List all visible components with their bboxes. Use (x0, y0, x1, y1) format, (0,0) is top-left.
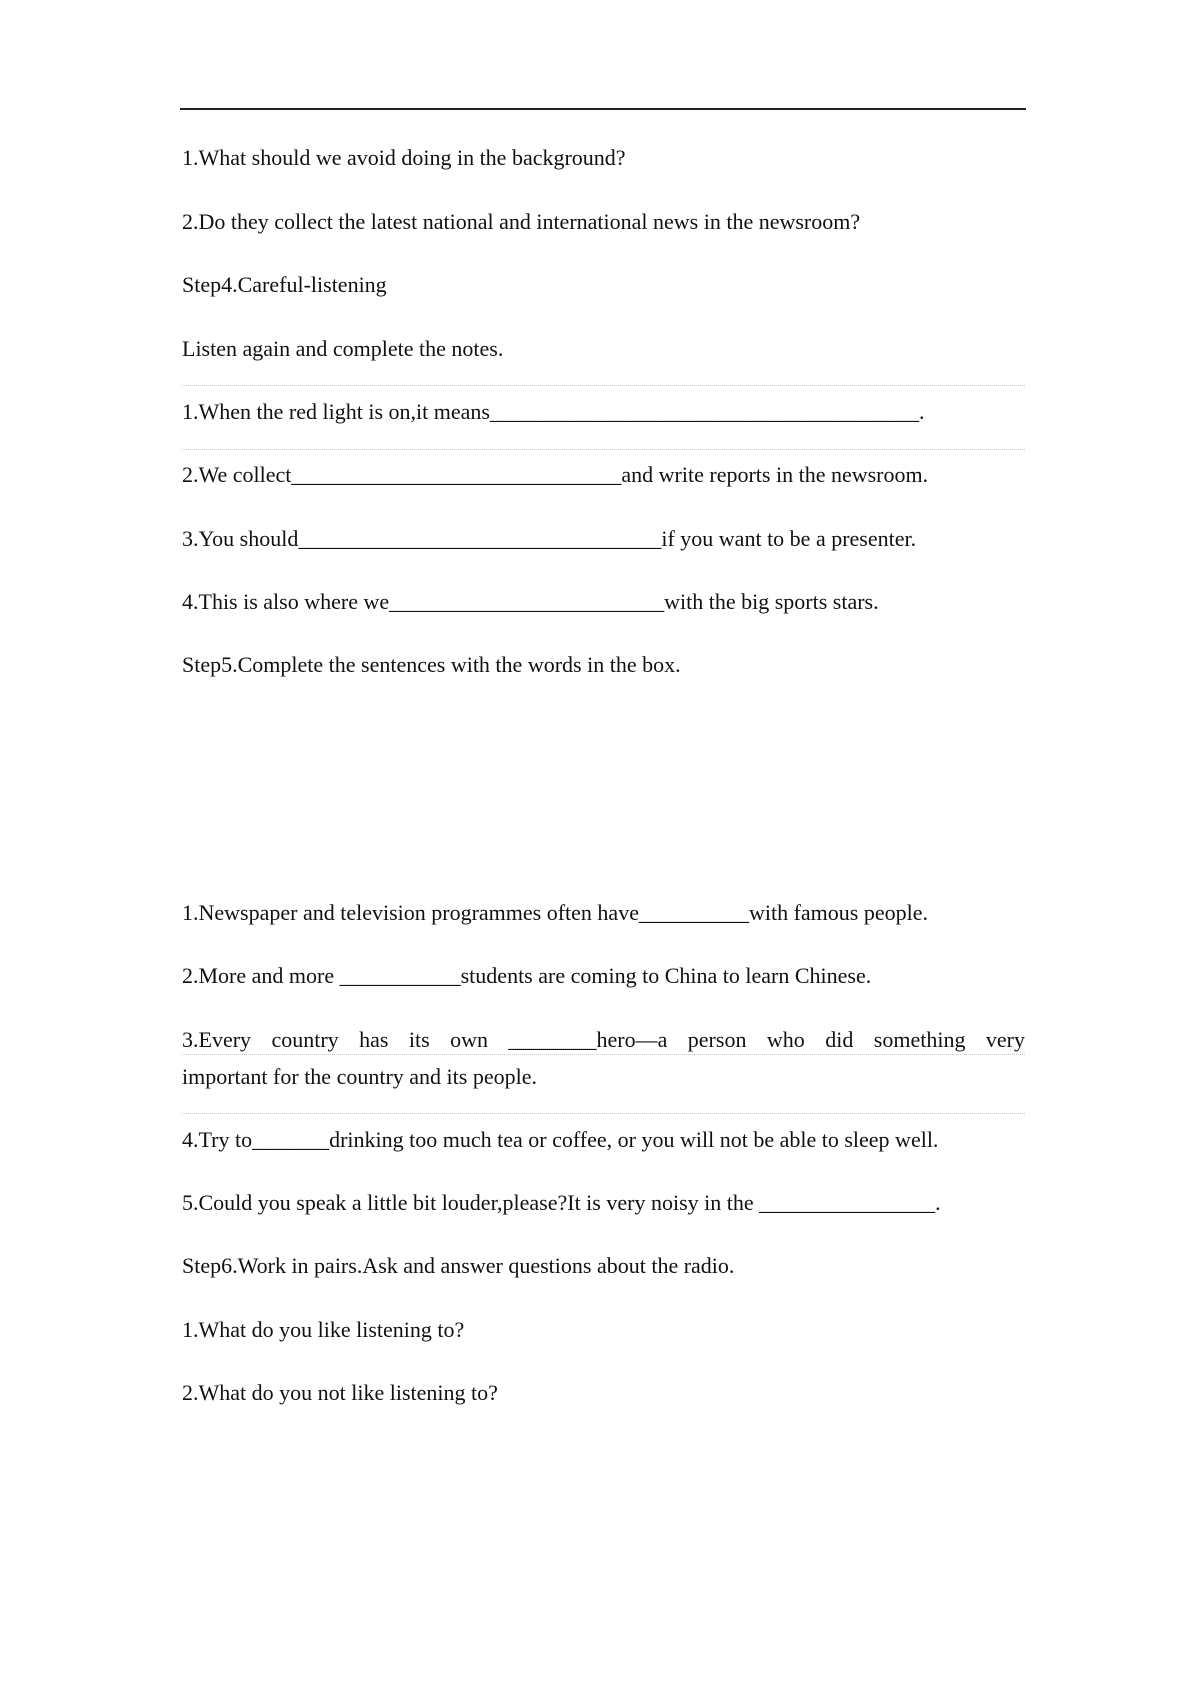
step4-heading: Step4.Careful-listening (182, 272, 387, 297)
step5-heading: Step5.Complete the sentences with the words in the box. (182, 652, 681, 677)
step6-heading: Step6.Work in pairs.Ask and answer questions about the radio. (182, 1253, 735, 1278)
header-rule (180, 108, 1026, 110)
step5-item-3 (182, 1027, 1025, 1053)
step4-item-2 (182, 462, 928, 488)
step4-item-2-blank[interactable]: ______________________________ (291, 462, 622, 487)
step5-item-2-blank[interactable]: ___________ (339, 963, 461, 988)
step5-item-5 (182, 1190, 941, 1216)
step5-item-2-prefix: 2.More and more (182, 963, 340, 988)
dotted-separator (182, 1113, 1025, 1114)
step4-item-1-suffix: . (918, 399, 925, 424)
step4-item-4-blank[interactable]: _________________________ (389, 589, 665, 614)
step4-item-2-prefix: 2.We collect (182, 462, 292, 487)
step5-item-5-blank[interactable]: ________________ (759, 1190, 936, 1215)
review-question-2: 2.Do they collect the latest national and international news in the newsroom? (182, 209, 861, 234)
step4-item-3-suffix: if you want to be a presenter. (661, 526, 917, 551)
step5-item-3-continuation: important for the country and its people. (182, 1064, 537, 1089)
step5-item-3-suffix: hero—a person who did something very (596, 1027, 1025, 1052)
step5-item-5-prefix: 5.Could you speak a little bit louder,please?It is very noisy in the (182, 1190, 760, 1215)
dotted-separator (182, 1054, 1025, 1055)
step4-item-4-prefix: 4.This is also where we (182, 589, 390, 614)
step5-item-4-suffix: drinking too much tea or coffee, or you will not be able to sleep well. (329, 1127, 939, 1152)
step5-item-2 (182, 963, 871, 989)
step5-item-4-prefix: 4.Try to (182, 1127, 253, 1152)
step5-item-3-blank[interactable]: ________ (508, 1027, 597, 1052)
step4-instruction: Listen again and complete the notes. (182, 336, 504, 361)
step5-item-1-blank[interactable]: __________ (638, 900, 749, 925)
step4-item-1-prefix: 1.When the red light is on,it means (182, 399, 490, 424)
step4-item-3-prefix: 3.You should (182, 526, 299, 551)
step5-item-1-suffix: with famous people. (748, 900, 928, 925)
step5-item-3-prefix: 3.Every country has its own (182, 1027, 509, 1052)
dotted-separator (182, 449, 1025, 450)
step4-item-1-blank[interactable]: _______________________________________ (489, 399, 919, 424)
step5-item-1-prefix: 1.Newspaper and television programmes often have (182, 900, 639, 925)
step5-item-5-suffix: . (935, 1190, 941, 1215)
step4-item-2-suffix: and write reports in the newsroom. (621, 462, 929, 487)
step5-item-1 (182, 900, 928, 926)
step5-item-2-suffix: students are coming to China to learn Chinese. (460, 963, 872, 988)
step4-item-4-suffix: with the big sports stars. (664, 589, 879, 614)
step4-item-3 (182, 526, 916, 552)
dotted-separator (182, 385, 1025, 386)
step4-item-4 (182, 589, 879, 615)
step6-question-2: 2.What do you not like listening to? (182, 1380, 498, 1405)
step5-item-4-blank[interactable]: _______ (252, 1127, 330, 1152)
step4-item-1 (182, 399, 924, 425)
review-question-1: 1.What should we avoid doing in the background? (182, 145, 626, 170)
step5-item-4 (182, 1127, 938, 1153)
step4-item-3-blank[interactable]: _________________________________ (298, 526, 662, 551)
step6-question-1: 1.What do you like listening to? (182, 1317, 465, 1342)
